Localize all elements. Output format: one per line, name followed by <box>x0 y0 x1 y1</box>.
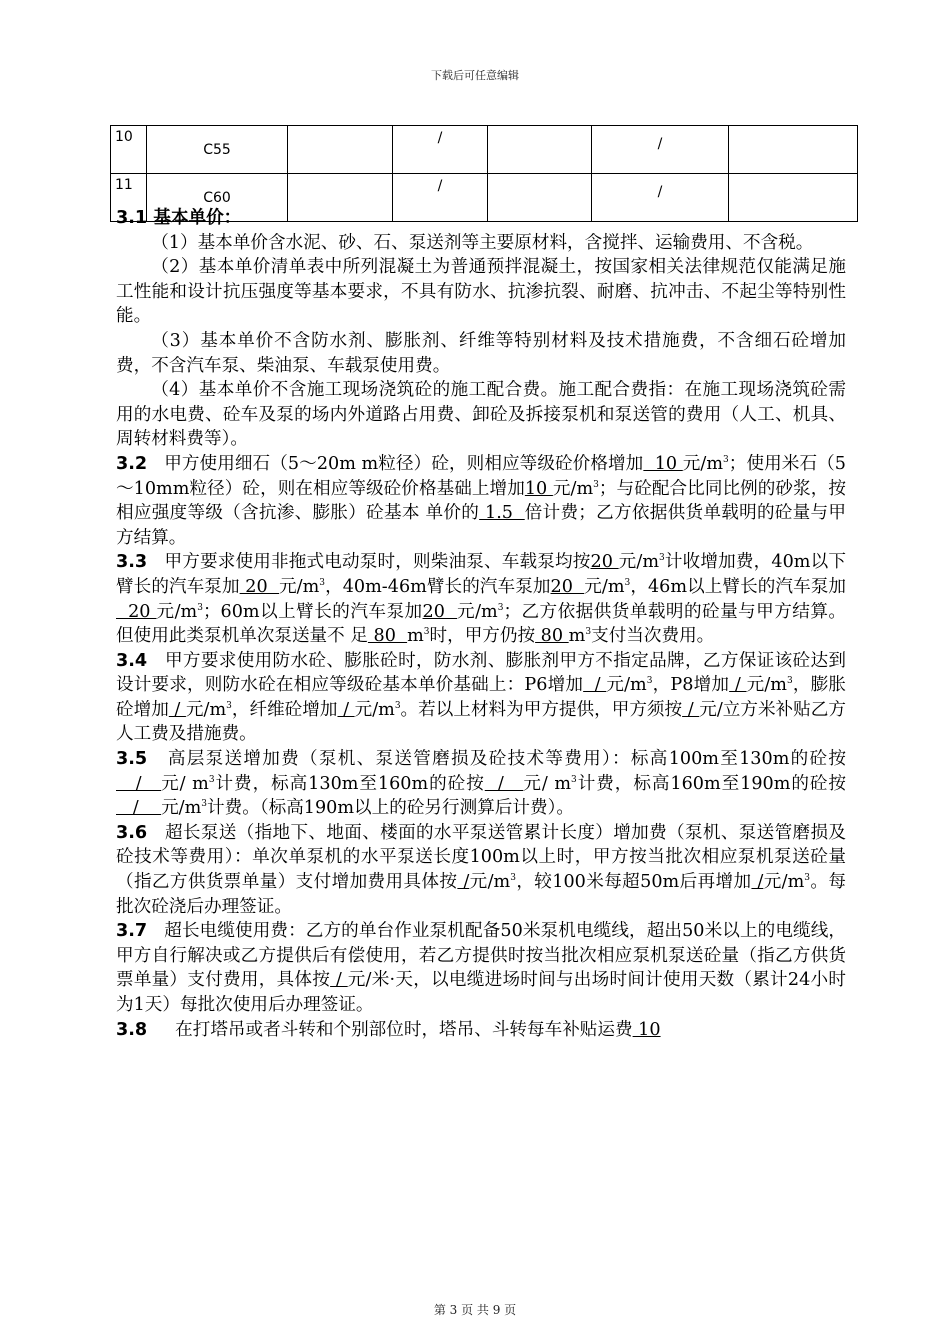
clause-3-8: 3.8 在打塔吊或者斗转和个别部位时，塔吊、斗转每车补贴运费 10 <box>116 1019 661 1040</box>
clause-3-7: 3.7 超长电缆使用费：乙方的单台作业泵机配备50米泵机电缆线，超出50米以上的电缆线，甲方自行解决或乙方提供后有偿使用，若乙方提供时按当批次相应泵机泵送砼量（指乙方供货票单量）支付费用，具体按 / 元/米·天，以电缆进场时间与出场时间计使用天数（累计24小时为1天）每批次使用后办理签证。 <box>116 921 847 1015</box>
fill-value: 80 <box>367 626 408 647</box>
fill-value: 20 <box>116 601 157 622</box>
fill-value: / <box>116 773 162 794</box>
fill-value: / <box>457 872 470 893</box>
concrete-grade: C55 <box>147 126 288 174</box>
clause-number: 3.3 <box>116 552 148 573</box>
table-cell <box>488 126 592 174</box>
table-cell: / <box>592 174 729 222</box>
table-cell: / <box>592 126 729 174</box>
paragraph: （4）基本单价不含施工现场浇筑砼的施工配合费。施工配合费指：在施工现场浇筑砼需用的水电费、砼车及泵的场内外道路占用费、卸砼及拆接泵机和泵送管的费用（人工、机具、周转材料费等）。 <box>116 380 846 450</box>
fill-value: 20 <box>590 552 619 573</box>
table-cell <box>729 126 858 174</box>
clause-number: 3.5 <box>116 749 148 770</box>
fill-value: 20 <box>422 601 458 622</box>
fill-value: / <box>729 675 747 696</box>
fill-value: 20 <box>550 576 585 597</box>
table-cell: / <box>393 174 488 222</box>
paragraph: （3）基本单价不含防水剂、膨胀剂、纤维等特别材料及技术措施费，不含细石砼增加费，不含汽车泵、柴油泵、车载泵使用费。 <box>116 330 846 376</box>
fill-value: / <box>484 773 524 794</box>
fill-value: / <box>337 699 355 720</box>
concrete-grade: C60 <box>147 174 288 222</box>
fill-value: 80 <box>535 626 569 647</box>
fill-value: / <box>583 675 607 696</box>
clause-number: 3.8 <box>116 1019 148 1040</box>
table-cell: / <box>393 126 488 174</box>
clause-3-3: 3.3 甲方要求使用非拖式电动泵时，则柴油泵、车载泵均按20 元$/m^3$计收增加费，40m以下臂长的汽车泵加 20 元$/m^3$，40m-46m臂长的汽车泵加20 元$/m^3$，46m以上臂长的汽车泵加 20 元$/m^3$；60m以上臂长的汽车泵加20 元$/m^3$；乙方依据供货单载明的砼量与甲方结算。但使用此类泵机单次泵送量不 足 80 $m^3$时，甲方仍按 80 $m^3$支付当次费用。 <box>116 552 846 647</box>
clause-3-5: 3.5 高层泵送增加费（泵机、泵送管磨损及砼技术等费用）：标高100m至130m的砼按 / 元/ $m^3$计费，标高130m至160m的砼按 / 元/ $m^3$计费，标高160m至190m的砼按 / 元$/m^3$计费。（标高190m以上的砼另行测算后计费）。 <box>116 749 847 819</box>
page-header: 下载后可任意编辑 <box>431 69 519 82</box>
clause-number: 3.2 <box>116 453 148 474</box>
row-number: 10 <box>111 126 147 174</box>
clause-number: 3.4 <box>116 650 148 671</box>
fill-value: 10 <box>632 1019 661 1040</box>
page-footer: 第 3 页 共 9 页 <box>433 1303 517 1317</box>
table-row <box>111 126 858 174</box>
row-number: 11 <box>111 174 147 222</box>
clause-number: 3.7 <box>116 921 148 942</box>
fill-value: / <box>682 699 700 720</box>
document-body <box>116 206 846 1042</box>
fill-value: 10 <box>524 478 553 499</box>
clause-3-4: 3.4 甲方要求使用防水砼、膨胀砼时，防水剂、膨胀剂甲方不指定品牌，乙方保证该砼达到设计要求，则防水砼在相应等级砼基本单价基础上：P6增加 / 元$/m^3$，P8增加 / 元$/m^3$，膨胀砼增加 / 元$/m^3$，纤维砼增加 / 元$/m^3$。若以上材料为甲方提供，甲方须按 / 元/立方米补贴乙方人工费及措施费。 <box>116 650 846 745</box>
clause-number: 3.6 <box>116 822 148 843</box>
fill-value: 10 <box>643 453 683 474</box>
fill-value: / <box>168 699 186 720</box>
fill-value: 20 <box>239 576 279 597</box>
fill-value: 1.5 <box>479 503 525 524</box>
fill-value: / <box>751 872 764 893</box>
fill-value: / <box>330 970 348 991</box>
clause-3-6: 3.6 超长泵送（指地下、地面、楼面的水平泵送管累计长度）增加费（泵机、泵送管磨损及砼技术等费用）：单次单泵机的水平泵送长度100m以上时，甲方按当批次相应泵机泵送砼量（指乙方供货票单量）支付增加费用具体按 /元$/m^3$，较100米每超50m后再增加 /元$/m^3$。每批次砼浇后办理签证。 <box>116 822 846 917</box>
table-cell <box>288 126 393 174</box>
paragraph: （1）基本单价含水泥、砂、石、泵送剂等主要原材料，含搅拌、运输费用、不含税。 <box>151 232 814 253</box>
clause-3-2: 3.2 甲方使用细石（5～20m m粒径）砼，则相应等级砼价格增加 10 元$/m^3$；使用米石（5～10mm粒径）砼，则在相应等级砼价格基础上增加10 元$/m^3$；与砼配合比同比例的砂浆，按相应强度等级（含抗渗、膨胀）砼基本 单价的 1.5 倍计费；乙方依据供货单载明的砼量与甲方结算。 <box>116 453 846 548</box>
section-heading: 3.1 基本单价： <box>116 208 242 228</box>
fill-value: / <box>116 798 162 819</box>
paragraph: （2）基本单价清单表中所列混凝土为普通预拌混凝土，按国家相关法律规范仅能满足施工性能和设计抗压强度等基本要求，不具有防水、抗渗抗裂、耐磨、抗冲击、不起尘等特别性能。 <box>116 257 846 327</box>
